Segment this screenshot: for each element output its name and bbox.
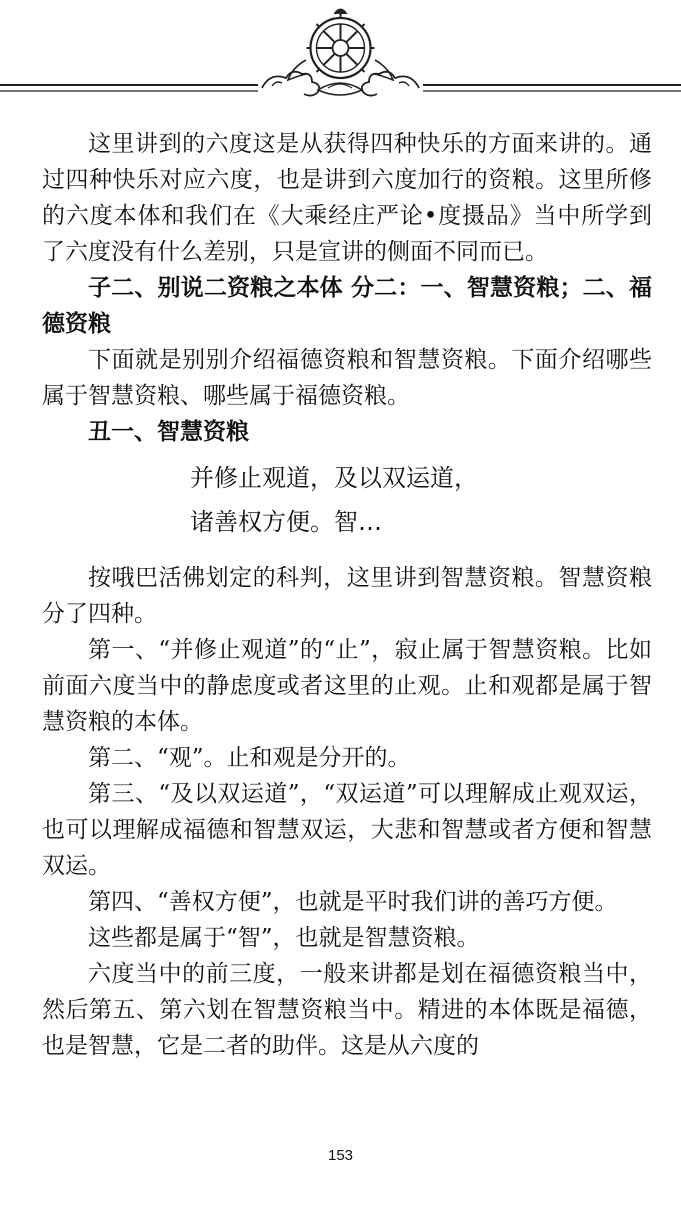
subsection-heading: 丑一、智慧资粮	[88, 419, 249, 445]
page-header-ornament	[0, 0, 681, 110]
paragraph: 这里讲到的六度这是从获得四种快乐的方面来讲的。通过四种快乐对应六度，也是讲到六度加行的资粮。这里所修的六度本体和我们在《大乘经庄严论•度摄品》当中所学到了六度没有什么差别，只是宣讲的侧面不同而已。	[42, 131, 652, 265]
paragraph: 六度当中的前三度，一般来讲都是划在福德资粮当中，然后第五、第六划在智慧资粮当中。精进的本体既是福德，也是智慧，它是二者的助伴。这是从六度的	[42, 961, 652, 1059]
body-text	[42, 126, 652, 1064]
paragraph: 第四、“善权方便”，也就是平时我们讲的善巧方便。	[88, 889, 618, 915]
verse-line: 诸善权方便。智…	[190, 508, 382, 536]
paragraph: 第二、“观”。止和观是分开的。	[88, 745, 411, 771]
paragraph: 按哦巴活佛划定的科判，这里讲到智慧资粮。智慧资粮分了四种。	[42, 565, 652, 627]
paragraph: 这些都是属于“智”，也就是智慧资粮。	[88, 925, 480, 951]
paragraph: 第三、“及以双运道”，“双运道”可以理解成止观双运，也可以理解成福德和智慧双运，大悲和智慧或者方便和智慧双运。	[42, 781, 652, 879]
paragraph: 下面就是别别介绍福德资粮和智慧资粮。下面介绍哪些属于智慧资粮、哪些属于福德资粮。	[42, 347, 652, 409]
page-number: 153	[327, 1147, 354, 1164]
paragraph: 第一、“并修止观道”的“止”，寂止属于智慧资粮。比如前面六度当中的静虑度或者这里的止观。止和观都是属于智慧资粮的本体。	[42, 637, 652, 735]
dharma-wheel-icon	[0, 0, 681, 110]
verse-line: 并修止观道，及以双运道，	[190, 464, 478, 492]
section-heading: 子二、别说二资粮之本体 分二：一、智慧资粮；二、福德资粮	[42, 275, 652, 337]
